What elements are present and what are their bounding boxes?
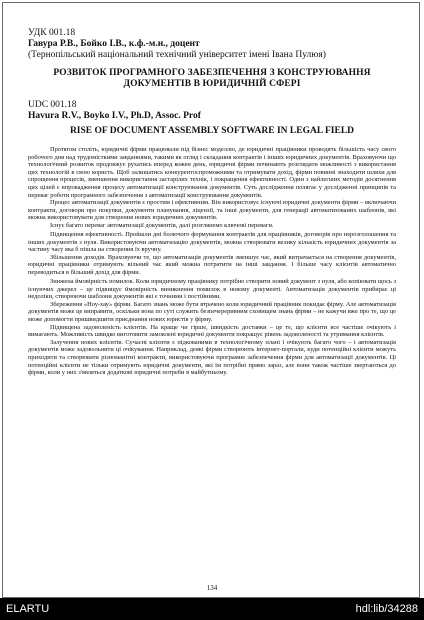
authors-ua: Гавура Р.В., Бойко І.В., к.ф.-м.н., доцент: [28, 39, 200, 49]
udc-ua: УДК 001.18: [28, 28, 76, 38]
title-ua: РОЗВИТОК ПРОГРАМНОГО ЗАБЕЗПЕЧЕННЯ З КОНСТРУЮВАННЯ ДОКУМЕНТІВ В ЮРИДИЧНІЙ СФЕРІ: [53, 68, 371, 89]
authors-en: Havura R.V., Boyko I.V., Ph.D, Assoc. Prof: [28, 111, 201, 121]
paragraph-knowhow: Збереження «Ноу-хау» фірми. Багато знань може бути втрачено коли юридичний працівник покидає фірму. Але автоматизація документів може це виправити, оскільки вона по суті служить безпечереривним сховищем знань фірми – не кажучи вже про те, що це може допомогти пришвидшити приєднання нових юристів у фірму.: [28, 300, 396, 324]
page-number: 134: [206, 584, 218, 592]
repository-name: ELARTU: [6, 603, 50, 615]
udc-en: UDC 001.18: [28, 100, 77, 110]
paragraph-errors: Знижена ймовірність помилок. Коли юридичному працівнику потрібно створити новий документ з нуля, або копіювати щось з існуючих джерел – це підвищує ймовірність виникнення помилок в новому документі. Автоматизація документів прибирає ці недоліки, створюючи шаблони документів які є точними і постійними.: [28, 278, 396, 301]
body-text: [28, 146, 396, 377]
paragraph-process: Процес автоматизації документів є простим і ефективним. Він використовує існуючі юридичні документи фірми – включаючи контракти, договори про покупки, документи планування, ліцензії, та інші документи, для генерації автоматизованих шаблонів, які можна використовувати для створення нових юридичних документів.: [28, 199, 396, 222]
paragraph-intro: Протягом століть, юридичні фірми працювали під бізнес моделлю, де юридичні працівники проводять більшість часу свого робочого дня над трудомісткими завданнями, такими як огляд і складання контрактів і інших юридичних документів. Враховуючи що технологічний розвиток продовжує рухатись вперед кожен день, юридичні фірми починають розглядати можливості з використання цих технологій в свою користь. Щоб залишатись конкурентоспроможними та отримувати дохід, фірми повинні знаходити шляхи для спрощення процесів, зменшення використання застарілих технік, і покращення ефективності. Один з найлегших методів досягнення цих цілей є впровадження процесу автоматизації конструювання документів. Суть дослідження полягає у дослідженні принципів та переваг роботи програмного забезпечення з автоматизації конструювання документів.: [28, 146, 396, 199]
paragraph-revenue: Збільшення доходів. Враховуючи те, що автоматизація документів зменшує час, який витрачається на створення документів, юридичні працівники отримують вільний час який можна потратити на інші завдання. І більше часу клієнтів автоматично переводиться в більший дохід для фірми.: [28, 253, 396, 276]
title-en: RISE OF DOCUMENT ASSEMBLY SOFTWARE IN LEGAL FIELD: [69, 126, 355, 136]
paper-page: [28, 28, 396, 377]
repository-footer: [0, 598, 424, 620]
affiliation-ua: (Тернопільський національний технічний університет імені Івана Пулюя): [28, 50, 326, 60]
paragraph-advantages: Існує багато переваг автоматизації документів, далі розглянемо ключові переваги.: [50, 221, 274, 229]
handle-id: hdl:lib/34288: [355, 603, 418, 615]
paragraph-new-clients: Залучення нових клієнтів. Сучасні клієнти є підкованими в технологічному плані і очікують багато чого – і автоматизація документів може задовольнити ці очікування. Наприклад, деякі фірми створюють інтернет-портали, куди потенційні клієнти можуть приходити та створювати різноманітні контракти, використовуючи програмне забезпечення фірми для автоматизації документів. Ці потенційні клієнти не тільки отримують юридичні документи, які їм потрібні прямо зараз, але вони також частіше звертаються до фірми, коли у них з'являться додаткові юридичні потреби в майбутньому.: [28, 338, 396, 377]
paragraph-satisfaction: Підвищена задоволеність клієнтів. На краще чи гірше, швидкість доставки – це те, що клієнти все частіше очікують і вимагають. Можливість швидко виготовити замовлені юридичні документи покращує рівень задоволеності та утримання клієнтів.: [28, 323, 396, 339]
paragraph-efficiency: Підвищення ефективності. Пройшли дні болючого формування контрактів для працівників, договорів про нерозголошення та інших документів з нуля. Використовуючи автоматизацію документів, можна створювати велику кількість юридичних документів за частину часу яка б пішла на створення їх вручну.: [28, 231, 396, 254]
